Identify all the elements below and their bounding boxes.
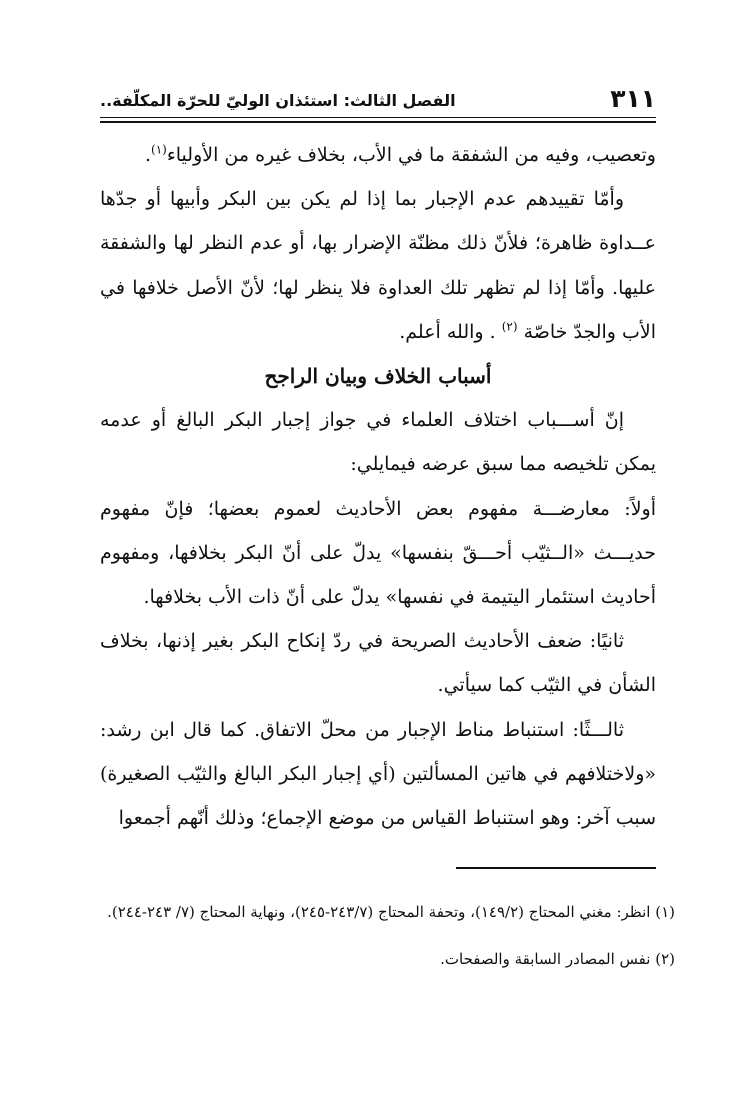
paragraph [100,133,656,177]
footnote-number: (١) [655,903,675,921]
paragraph-text: وأمّا تقييدهم عدم الإجبار بما إذا لم يكن بين البكر وأبيها أو جدّها عــداوة ظاهرة؛ فلأنّ ذلك مظنّة الإضرار بها، أو عدم النظر لها والشفقة عليها. وأمّا إذا لم تظهر تلك العداوة فلا ينظر لها؛ لأنّ الأصل خلافها في الأب والجدّ خاصّة [100,188,656,343]
footnotes [100,896,675,990]
page-header [100,80,656,114]
header-rule-thin [100,117,656,118]
paragraph: إنّ أســـباب اختلاف العلماء في جواز إجبار البكر البالغ أو عدمه يمكن تلخيصه مما سبق عرضه فيمايلي: [100,409,656,476]
paragraph: ثانيًا: ضعف الأحاديث الصريحة في ردّ إنكاح البكر بغير إذنها، بخلاف الشأن في الثيّب كما سيأتي. [100,630,656,697]
section-heading: أسباب الخلاف وبيان الراجح [264,364,492,389]
paragraph [100,177,656,354]
paragraph: ثالـــثًا: استنباط مناط الإجبار من محلّ الاتفاق. كما قال ابن رشد: «ولاختلافهم في هاتين المسألتين (أي إجبار البكر البالغ والثيّب الصغيرة) سبب آخر: وهو استنباط القياس من موضع الإجماع؛ وذلك أنّهم أجمعوا [100,718,656,830]
paragraph-end: . [144,144,151,166]
paragraph-end: . والله أعلم. [399,320,502,343]
page-number: ٣١١ [610,84,656,113]
running-title: الفصل الثالث: استئذان الوليّ للحرّة المكلّفة.. [100,91,456,110]
footnote [100,943,675,976]
header-rule-thick [100,121,656,123]
footnote-text: انظر: مغني المحتاج (١٤٩/٢)، وتحفة المحتاج (٢٤٣/٧-٢٤٥)، ونهاية المحتاج (٧/ ٢٤٣-٢٤٤). [107,903,651,921]
main-text [100,133,656,840]
footnote-ref: (١) [151,142,167,157]
paragraph: أولاً: معارضـــة مفهوم بعض الأحاديث لعموم بعضها؛ فإنّ مفهوم حديـــث «الــثيّب أحـــقّ بنفسها» يدلّ على أنّ البكر بخلافها، ومفهوم أحاديث استئمار اليتيمة في نفسها» يدلّ على أنّ ذات الأب بخلافها. [100,497,656,609]
footnote-separator [456,867,656,869]
footnote [100,896,675,929]
paragraph-text: وتعصيب، وفيه من الشفقة ما في الأب، بخلاف غيره من الأولياء [166,144,656,166]
footnote-number: (٢) [655,950,675,968]
footnote-ref: (٢) [501,319,518,334]
footnote-text: نفس المصادر السابقة والصفحات. [440,950,651,968]
